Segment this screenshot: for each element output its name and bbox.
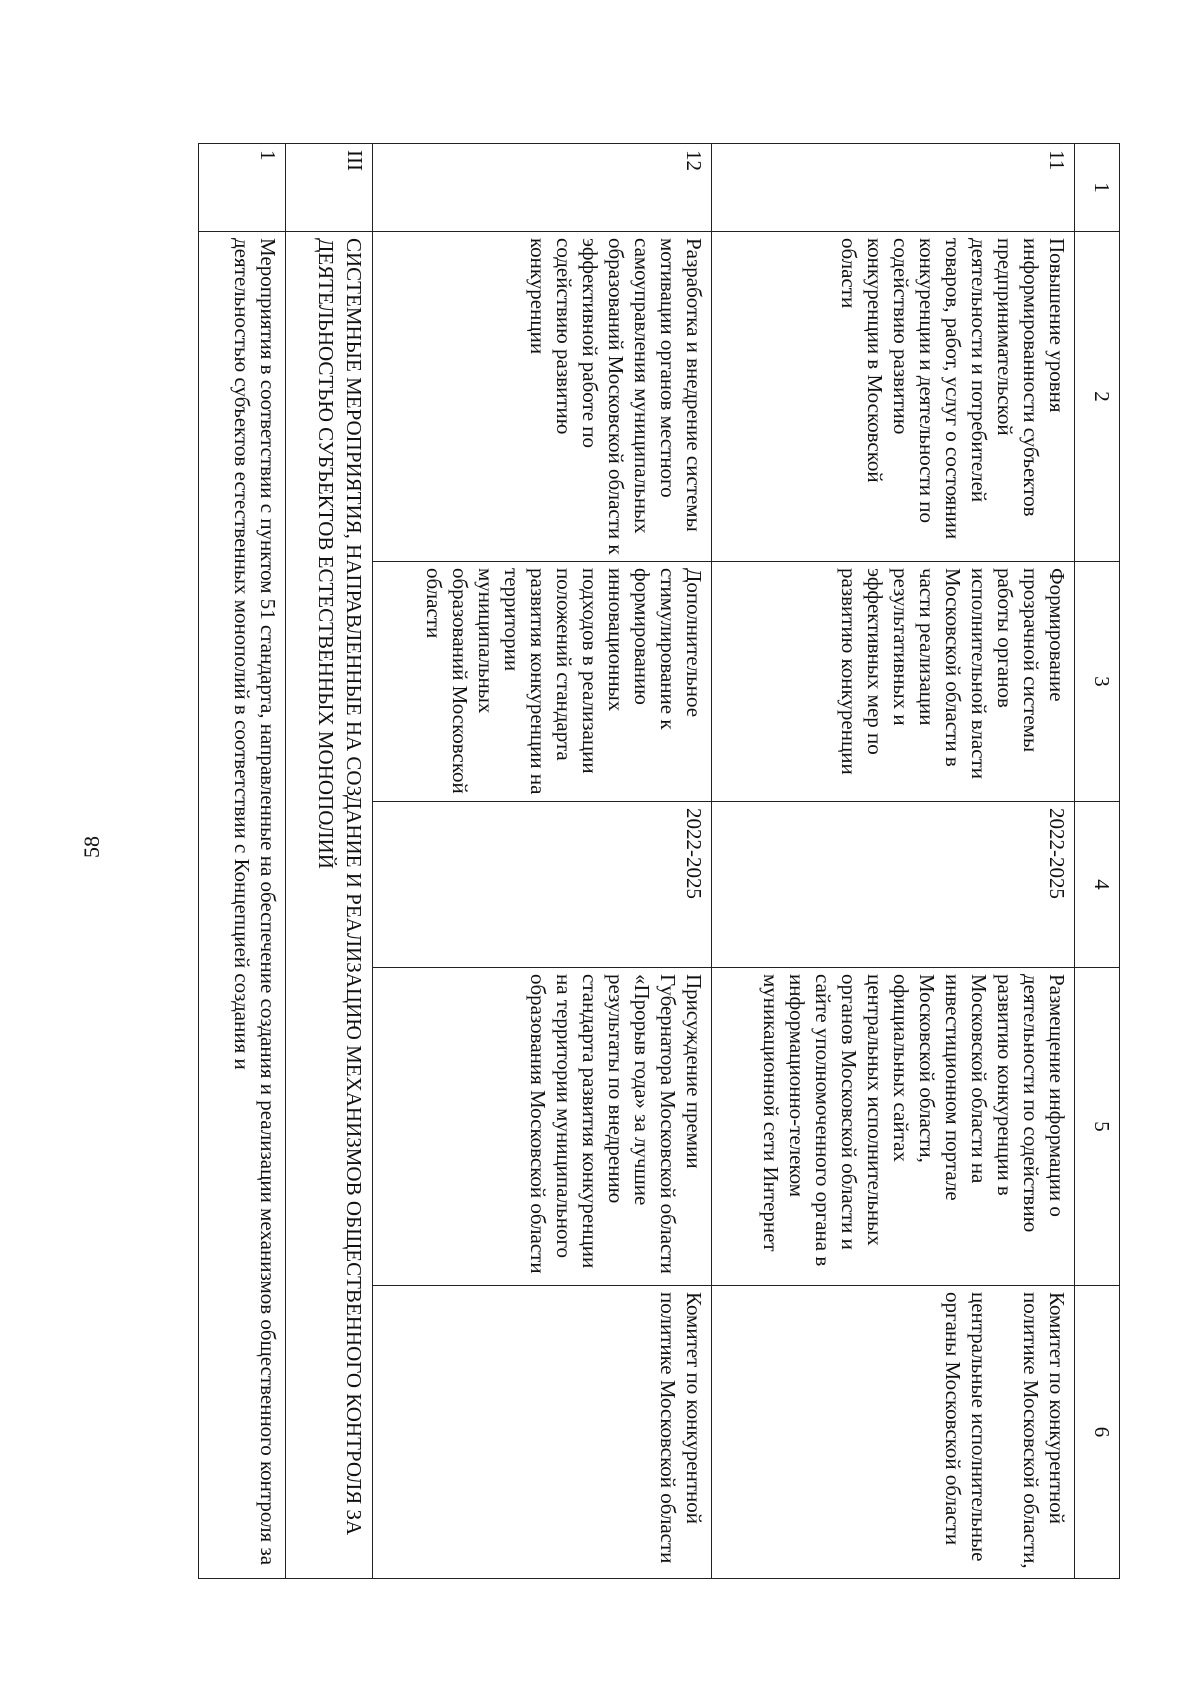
- row-number: 11: [712, 144, 1075, 232]
- column-header-4: 4: [1075, 802, 1120, 968]
- column-header-5: 5: [1075, 968, 1120, 1286]
- period-cell: 2022-2025: [712, 802, 1075, 968]
- section-number: III: [286, 144, 373, 232]
- table-row: [199, 144, 286, 1579]
- table-row: [712, 144, 1075, 1579]
- section-row: [286, 144, 373, 1579]
- event-cell: Разработка и внедрение системы мотивации органов местного самоуправления муниципальных образований Московской области к эффективной работе по содействию развитию конкуренции: [373, 232, 712, 562]
- column-number-row: [1075, 144, 1120, 1579]
- period-cell: 2022-2025: [373, 802, 712, 968]
- row-number: 12: [373, 144, 712, 232]
- column-header-1: 1: [1075, 144, 1120, 232]
- event-cell: Повышение уровня информированности субъектов предпринимательской деятельности и потребителей товаров, работ, услуг о состоянии конкуренции и деятельности по содействию развитию конкуренции в Московской области: [712, 232, 1075, 562]
- executor-cell: Комитет по конкурентной политике Московской области, центральные исполнительные органы Московской области: [712, 1286, 1075, 1579]
- table-row: [373, 144, 712, 1579]
- measures-table: [198, 143, 1120, 1579]
- goal-cell: Дополнительное стимулирование к формированию инновационных подходов в реализации положений стандарта развития конкуренции на территории муниципальных образований Московской области: [373, 562, 712, 802]
- result-cell: Размещение информации о деятельности по содействию развитию конкуренции в Московской области на инвестиционном портале Московской области, официальных сайтах центральных исполнительных органов Московской области и сайте уполномоченного органа в информационно-телеком муникационной сети Интернет: [712, 968, 1075, 1286]
- result-cell: Присуждение премии Губернатора Московской области «Прорыв года» за лучшие результаты по внедрению стандарта развития конкуренции на территории муниципального образования Московской области: [373, 968, 712, 1286]
- row-number: 1: [199, 144, 286, 232]
- column-header-2: 2: [1075, 232, 1120, 562]
- subrow-text: Мероприятия в соответствии с пунктом 51 стандарта, направленные на обеспечение создания и реализации механизмов общественного контроля за деятельностью субъектов естественных монополий в соответствии с Концепцией создания и: [199, 232, 286, 1579]
- section-title: СИСТЕМНЫЕ МЕРОПРИЯТИЯ, НАПРАВЛЕННЫЕ НА СОЗДАНИЕ И РЕАЛИЗАЦИЮ МЕХАНИЗМОВ ОБЩЕСТВЕННОГО КОНТРОЛЯ ЗА ДЕЯТЕЛЬНОСТЬЮ СУБЪЕКТОВ ЕСТЕСТВЕННЫХ МОНОПОЛИЙ: [286, 232, 373, 1579]
- page-number: 58: [79, 836, 104, 858]
- column-header-6: 6: [1075, 1286, 1120, 1579]
- landscape-sheet: [165, 143, 1120, 1578]
- executor-cell: Комитет по конкурентной политике Московской области: [373, 1286, 712, 1579]
- goal-cell: Формирование прозрачной системы работы органов исполнительной власти Московской области в части реализации результативных и эффективных мер по развитию конкуренции: [712, 562, 1075, 802]
- column-header-3: 3: [1075, 562, 1120, 802]
